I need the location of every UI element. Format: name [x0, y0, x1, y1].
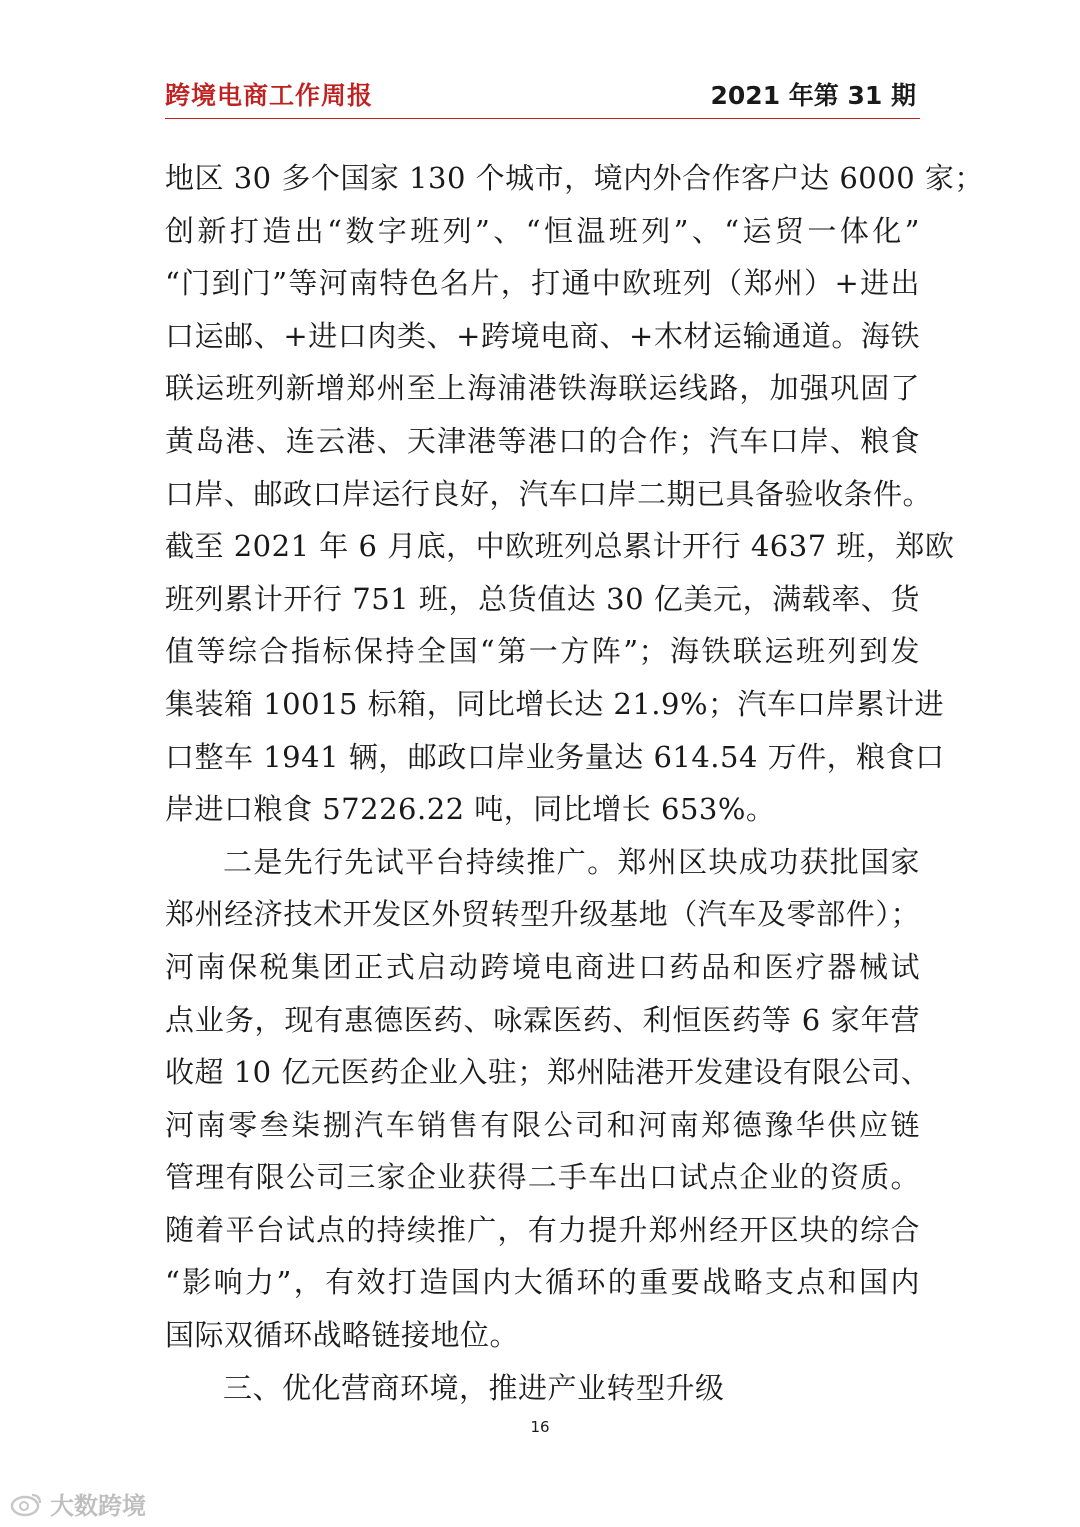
section-heading: 三、优化营商环境，推进产业转型升级 [223, 1370, 725, 1405]
body-line: 黄岛港、连云港、天津港等港口的合作；汽车口岸、粮食 [165, 423, 920, 458]
body-line: 集装箱 10015 标箱，同比增长达 21.9%；汽车口岸累计进 [165, 686, 945, 721]
body-line: 河南零叁柒捌汽车销售有限公司和河南郑德豫华供应链 [165, 1107, 920, 1142]
body-line: “影响力”，有效打造国内大循环的重要战略支点和国内 [165, 1265, 920, 1300]
body-line: “门到门”等河南特色名片，打通中欧班列（郑州）+进出 [165, 266, 920, 301]
body-line: 创新打造出“数字班列”、“恒温班列”、“运贸一体化” [165, 213, 920, 248]
document-body [165, 152, 984, 1414]
body-line: 点业务，现有惠德医药、咏霖医药、利恒医药等 6 家年营 [165, 1002, 920, 1037]
body-line: 郑州经济技术开发区外贸转型升级基地（汽车及零部件）； [165, 897, 920, 932]
body-line: 截至 2021 年 6 月底，中欧班列总累计开行 4637 班，郑欧 [165, 529, 955, 564]
issue-number: 2021 年第 31 期 [710, 81, 916, 110]
watermark-text: 大数跨境 [50, 1492, 146, 1520]
body-line: 管理有限公司三家企业获得二手车出口试点企业的资质。 [165, 1160, 920, 1195]
page-header [165, 70, 920, 110]
body-line: 口整车 1941 辆，邮政口岸业务量达 614.54 万件，粮食口 [165, 739, 945, 774]
body-line: 随着平台试点的持续推广，有力提升郑州经开区块的综合 [165, 1212, 920, 1247]
weibo-eye-logo-icon [10, 1491, 44, 1517]
body-line: 班列累计开行 751 班，总货值达 30 亿美元，满载率、货 [165, 581, 920, 616]
watermark [10, 1486, 146, 1521]
body-line: 河南保税集团正式启动跨境电商进口药品和医疗器械试 [165, 949, 920, 984]
paragraph-end-line: 国际双循环战略链接地位。 [165, 1318, 520, 1353]
body-line: 地区 30 多个国家 130 个城市，境内外合作客户达 6000 家； [165, 161, 984, 195]
header-divider [165, 118, 920, 119]
paragraph-end-line: 岸进口粮食 57226.22 吨，同比增长 653%。 [165, 792, 776, 827]
report-title: 跨境电商工作周报 [165, 81, 374, 110]
body-line: 口运邮、+进口肉类、+跨境电商、+木材运输通道。海铁 [165, 318, 920, 353]
paragraph-first-line: 二是先行先试平台持续推广。郑州区块成功获批国家 [223, 844, 920, 879]
body-line: 值等综合指标保持全国“第一方阵”；海铁联运班列到发 [165, 634, 920, 669]
body-line: 联运班列新增郑州至上海浦港铁海联运线路，加强巩固了 [165, 371, 920, 406]
page-number: 16 [530, 1418, 550, 1436]
body-line: 收超 10 亿元医药企业入驻；郑州陆港开发建设有限公司、 [165, 1055, 931, 1090]
body-line: 口岸、邮政口岸运行良好，汽车口岸二期已具备验收条件。 [165, 476, 933, 511]
